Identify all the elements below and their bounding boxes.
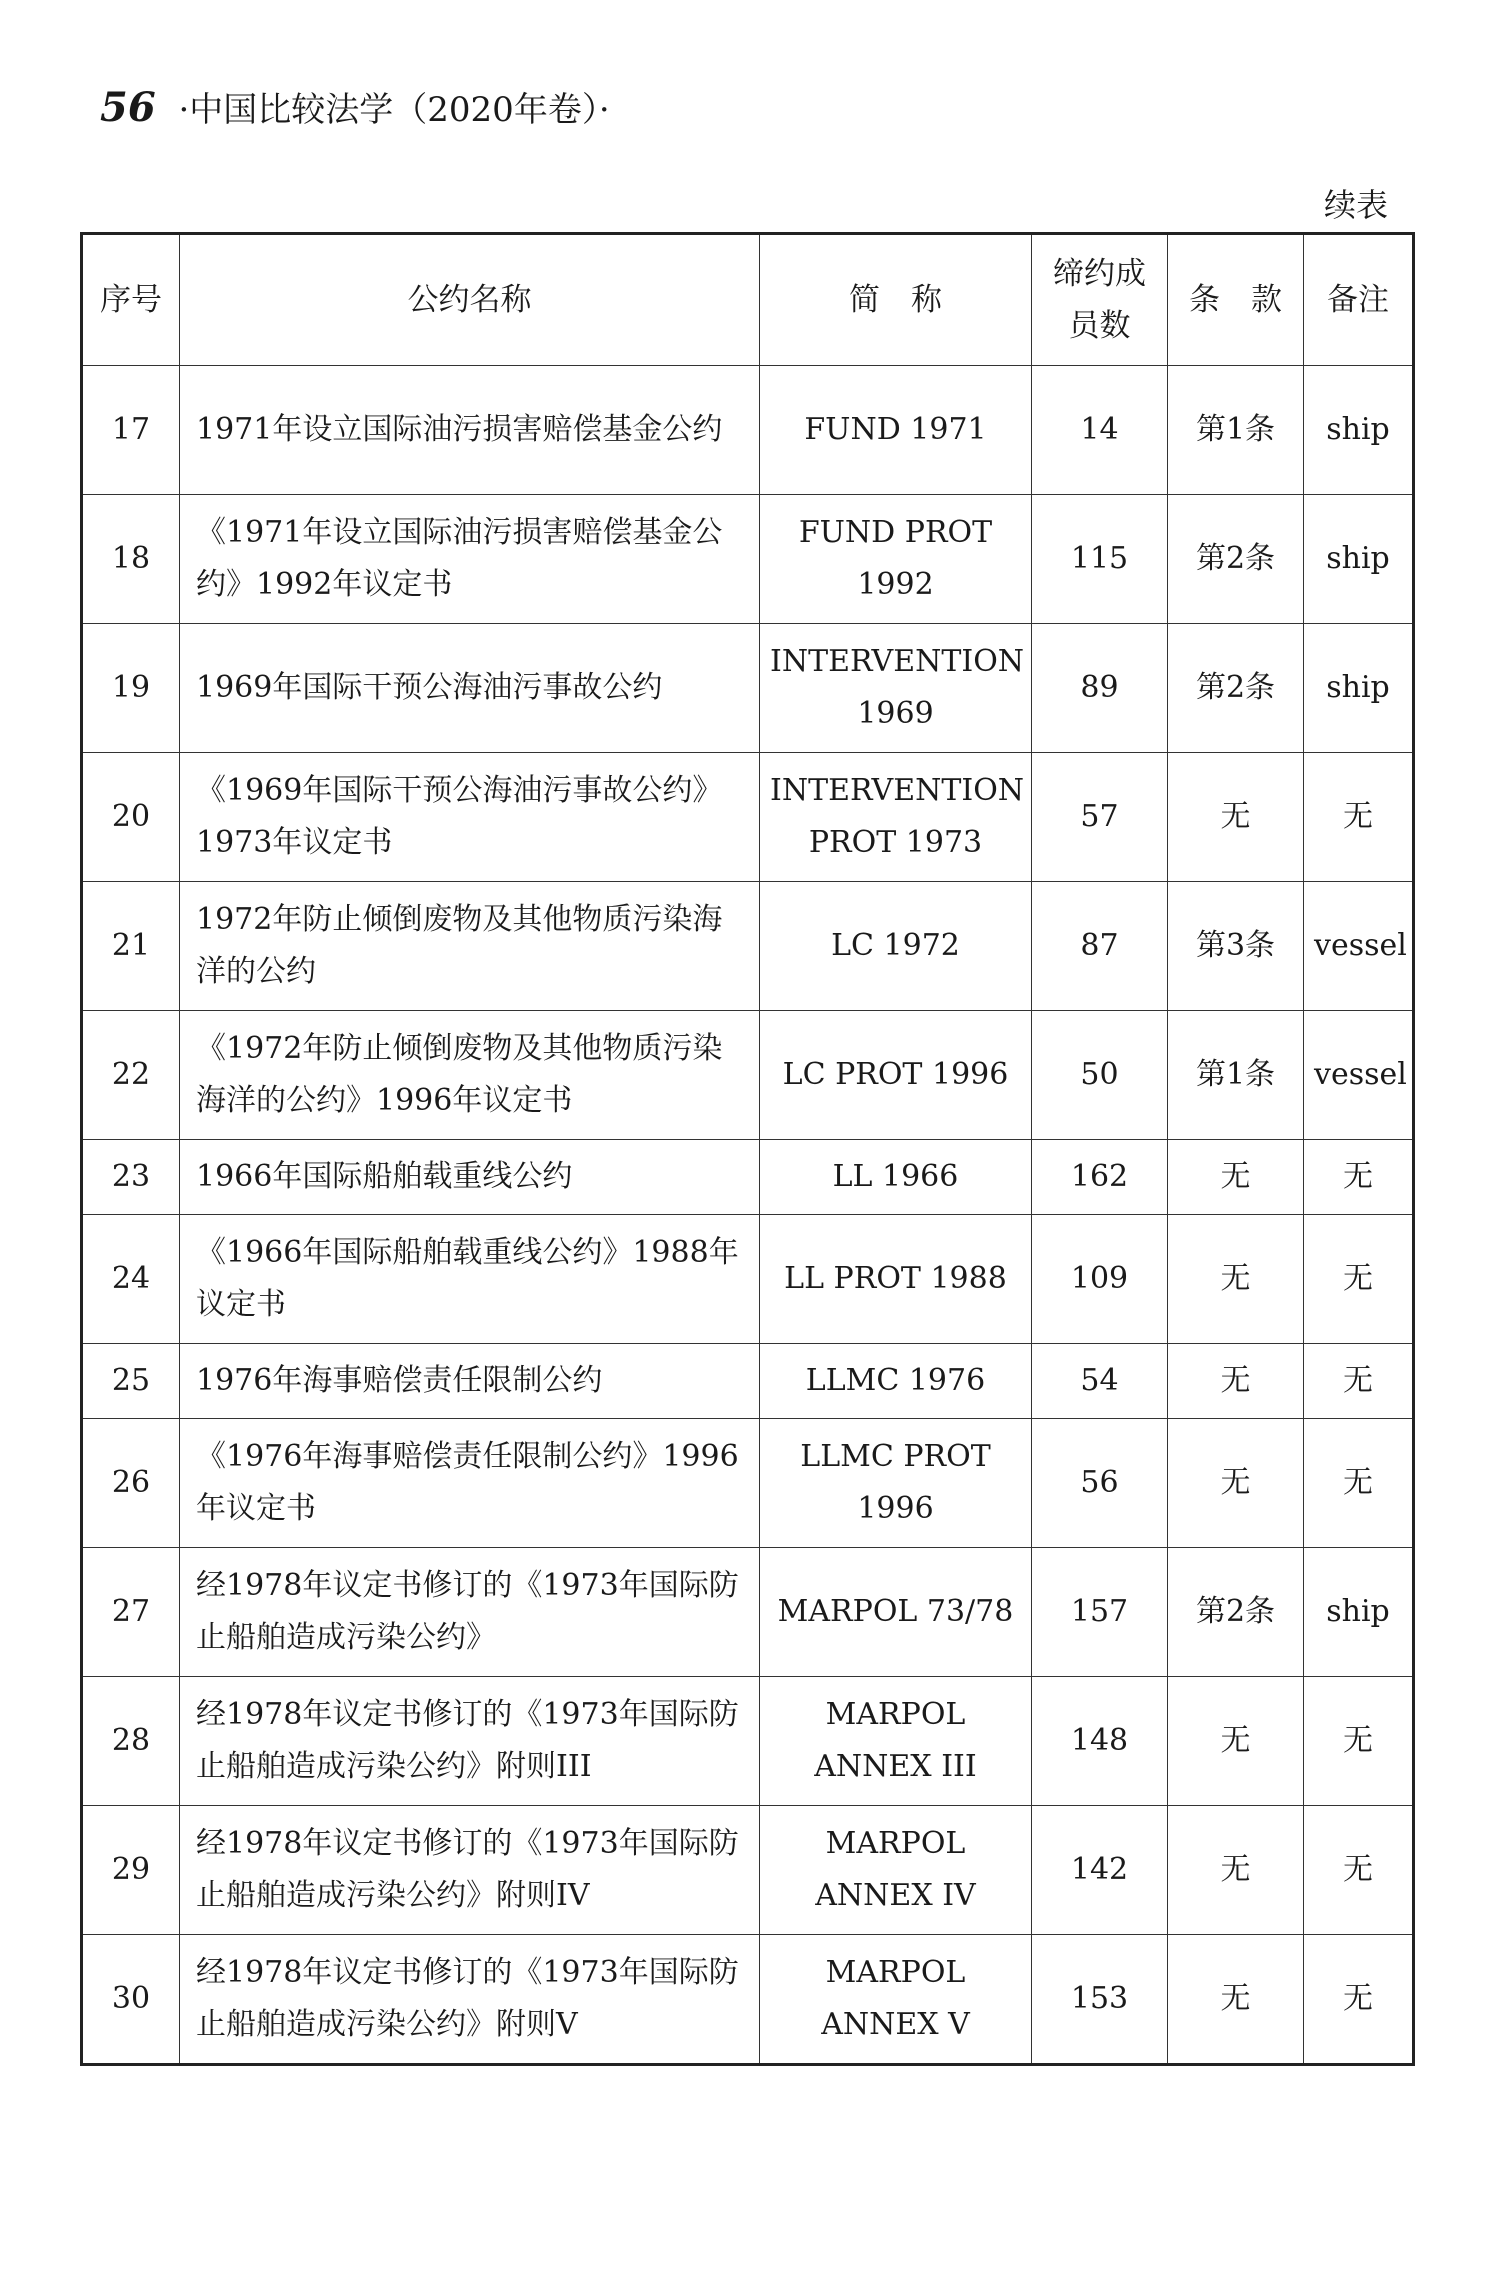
- row-number: 19: [82, 624, 180, 753]
- table-row: [82, 753, 1414, 882]
- member-count: 148: [1032, 1677, 1168, 1806]
- abbreviation: INTERVENTION 1969: [760, 624, 1032, 753]
- note: 无: [1304, 1806, 1414, 1935]
- col-header-number: 序号: [82, 234, 180, 366]
- article: 第1条: [1168, 366, 1304, 495]
- article: 第2条: [1168, 624, 1304, 753]
- article: 无: [1168, 1935, 1304, 2065]
- abbreviation: MARPOL ANNEX IV: [760, 1806, 1032, 1935]
- table-row: [82, 1140, 1414, 1215]
- table-header-row: [82, 234, 1414, 366]
- article: 无: [1168, 1419, 1304, 1548]
- table-row: [82, 1677, 1414, 1806]
- note: ship: [1304, 366, 1414, 495]
- note: vessel: [1304, 1011, 1414, 1140]
- row-number: 17: [82, 366, 180, 495]
- row-number: 18: [82, 495, 180, 624]
- abbreviation: MARPOL ANNEX III: [760, 1677, 1032, 1806]
- abbreviation: MARPOL ANNEX V: [760, 1935, 1032, 2065]
- row-number: 21: [82, 882, 180, 1011]
- article: 无: [1168, 1344, 1304, 1419]
- col-header-name: 公约名称: [180, 234, 760, 366]
- member-count: 162: [1032, 1140, 1168, 1215]
- convention-name: 《1972年防止倾倒废物及其他物质污染海洋的公约》1996年议定书: [180, 1011, 760, 1140]
- convention-name: 1976年海事赔偿责任限制公约: [180, 1344, 760, 1419]
- member-count: 89: [1032, 624, 1168, 753]
- member-count: 54: [1032, 1344, 1168, 1419]
- col-header-members: 缔约成员数: [1032, 234, 1168, 366]
- article: 第3条: [1168, 882, 1304, 1011]
- note: 无: [1304, 1140, 1414, 1215]
- article: 无: [1168, 1215, 1304, 1344]
- convention-name: 经1978年议定书修订的《1973年国际防止船舶造成污染公约》附则III: [180, 1677, 760, 1806]
- article: 无: [1168, 753, 1304, 882]
- note: 无: [1304, 1215, 1414, 1344]
- page-number: 56: [100, 84, 156, 131]
- member-count: 142: [1032, 1806, 1168, 1935]
- convention-name: 《1969年国际干预公海油污事故公约》1973年议定书: [180, 753, 760, 882]
- member-count: 109: [1032, 1215, 1168, 1344]
- abbreviation: FUND 1971: [760, 366, 1032, 495]
- table-row: [82, 1344, 1414, 1419]
- convention-name: 经1978年议定书修订的《1973年国际防止船舶造成污染公约》附则V: [180, 1935, 760, 2065]
- member-count: 87: [1032, 882, 1168, 1011]
- table-row: [82, 624, 1414, 753]
- table-row: [82, 882, 1414, 1011]
- convention-name: 经1978年议定书修订的《1973年国际防止船舶造成污染公约》附则IV: [180, 1806, 760, 1935]
- member-count: 56: [1032, 1419, 1168, 1548]
- running-title: ·中国比较法学（2020年卷）·: [178, 90, 610, 130]
- convention-name: 1972年防止倾倒废物及其他物质污染海洋的公约: [180, 882, 760, 1011]
- table-row: [82, 1215, 1414, 1344]
- row-number: 20: [82, 753, 180, 882]
- row-number: 28: [82, 1677, 180, 1806]
- note: 无: [1304, 1344, 1414, 1419]
- member-count: 50: [1032, 1011, 1168, 1140]
- article: 第2条: [1168, 495, 1304, 624]
- convention-name: 《1976年海事赔偿责任限制公约》1996年议定书: [180, 1419, 760, 1548]
- member-count: 57: [1032, 753, 1168, 882]
- abbreviation: LL 1966: [760, 1140, 1032, 1215]
- note: ship: [1304, 1548, 1414, 1677]
- member-count: 157: [1032, 1548, 1168, 1677]
- article: 第1条: [1168, 1011, 1304, 1140]
- article: 无: [1168, 1806, 1304, 1935]
- convention-name: 1966年国际船舶载重线公约: [180, 1140, 760, 1215]
- row-number: 24: [82, 1215, 180, 1344]
- continued-label: 续表: [1323, 186, 1388, 224]
- note: 无: [1304, 1677, 1414, 1806]
- abbreviation: LC PROT 1996: [760, 1011, 1032, 1140]
- row-number: 23: [82, 1140, 180, 1215]
- row-number: 25: [82, 1344, 180, 1419]
- article: 无: [1168, 1677, 1304, 1806]
- note: ship: [1304, 624, 1414, 753]
- member-count: 115: [1032, 495, 1168, 624]
- table-row: [82, 1548, 1414, 1677]
- row-number: 29: [82, 1806, 180, 1935]
- note: 无: [1304, 1935, 1414, 2065]
- abbreviation: FUND PROT 1992: [760, 495, 1032, 624]
- table-row: [82, 1419, 1414, 1548]
- row-number: 26: [82, 1419, 180, 1548]
- article: 无: [1168, 1140, 1304, 1215]
- abbreviation: LC 1972: [760, 882, 1032, 1011]
- col-header-note: 备注: [1304, 234, 1414, 366]
- col-header-article: 条 款: [1168, 234, 1304, 366]
- row-number: 22: [82, 1011, 180, 1140]
- table-row: [82, 1011, 1414, 1140]
- convention-name: 经1978年议定书修订的《1973年国际防止船舶造成污染公约》: [180, 1548, 760, 1677]
- member-count: 153: [1032, 1935, 1168, 2065]
- note: 无: [1304, 1419, 1414, 1548]
- row-number: 30: [82, 1935, 180, 2065]
- table-row: [82, 366, 1414, 495]
- running-header: [100, 82, 610, 131]
- col-header-abbreviation: 简 称: [760, 234, 1032, 366]
- note: ship: [1304, 495, 1414, 624]
- table-row: [82, 1935, 1414, 2065]
- convention-name: 1969年国际干预公海油污事故公约: [180, 624, 760, 753]
- abbreviation: INTERVENTION PROT 1973: [760, 753, 1032, 882]
- table-row: [82, 495, 1414, 624]
- convention-name: 《1971年设立国际油污损害赔偿基金公约》1992年议定书: [180, 495, 760, 624]
- note: 无: [1304, 753, 1414, 882]
- member-count: 14: [1032, 366, 1168, 495]
- table-row: [82, 1806, 1414, 1935]
- abbreviation: MARPOL 73/78: [760, 1548, 1032, 1677]
- abbreviation: LLMC 1976: [760, 1344, 1032, 1419]
- note: vessel: [1304, 882, 1414, 1011]
- conventions-table: [80, 232, 1415, 2066]
- abbreviation: LL PROT 1988: [760, 1215, 1032, 1344]
- article: 第2条: [1168, 1548, 1304, 1677]
- convention-name: 《1966年国际船舶载重线公约》1988年议定书: [180, 1215, 760, 1344]
- abbreviation: LLMC PROT 1996: [760, 1419, 1032, 1548]
- row-number: 27: [82, 1548, 180, 1677]
- convention-name: 1971年设立国际油污损害赔偿基金公约: [180, 366, 760, 495]
